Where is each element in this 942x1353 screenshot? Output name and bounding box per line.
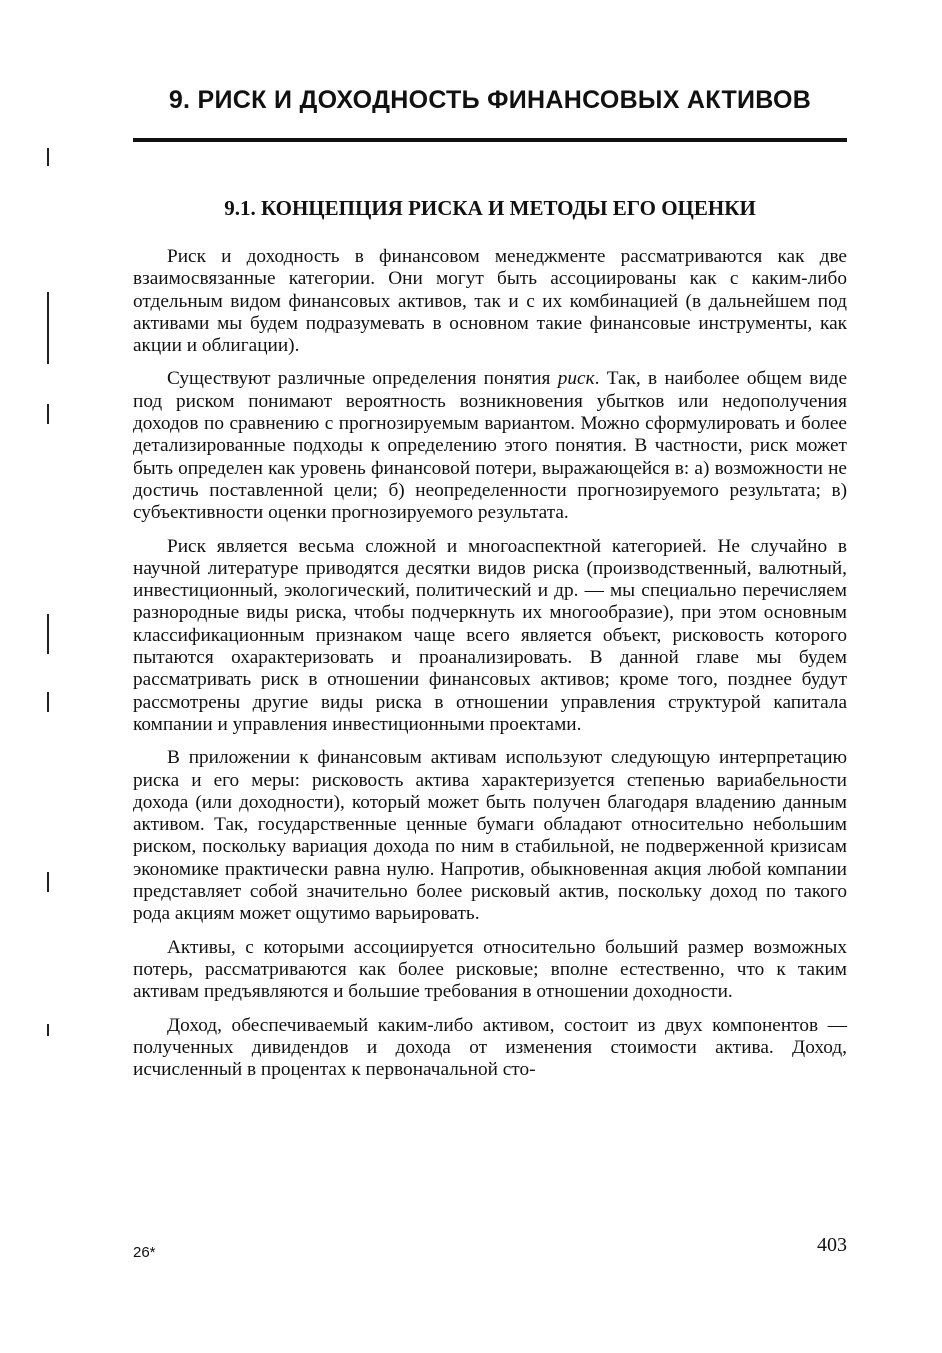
chapter-title: 9. РИСК И ДОХОДНОСТЬ ФИНАНСОВЫХ АКТИВОВ [168, 86, 812, 114]
margin-mark [47, 872, 49, 892]
signature-mark: 26* [133, 1244, 156, 1261]
margin-mark [47, 292, 49, 364]
paragraph-2 [133, 368, 847, 524]
paragraph-3: Риск является весьма сложной и многоаспектной категорией. Не случайно в научной литературе приводятся десятки видов риска (производственный, валютный, инвестиционный, экологический, политический и др. — мы специально перечисляем разнородные виды риска, чтобы подчеркнуть их многообразие), при этом основным классификационным признаком чаще всего является объект, рисковость которого пытаются охарактеризовать и проанализировать. В данной главе мы будем рассматривать риск в отношении финансовых активов; кроме того, позднее будут рассмотрены другие виды риска в отношении управления структурой капитала компании и управления инвестиционными проектами. [133, 535, 847, 735]
margin-mark [47, 1024, 49, 1036]
term-risk: риск [557, 368, 595, 390]
paragraph-2-rest: . Так, в наиболее общем виде под риском понимают вероятность возникновения убытков или недополучения доходов по сравнению с прогнозируемым вариантом. Можно сформулировать и более детализированные подходы к определению этого понятия. В частности, риск может быть определен как уровень финансовой потери, выражающейся в: а) возможности не достичь поставленной цели; б) неопределенности прогнозируемого результата; в) субъективности оценки прогнозируемого результата. [133, 368, 848, 524]
paragraph-1: Риск и доходность в финансовом менеджменте рассматриваются как две взаимосвязанные категории. Они могут быть ассоциированы как с каким-либо отдельным видом финансовых активов, так и с их комбинацией (в дальнейшем под активами мы будем подразумевать в основном такие финансовые инструменты, как акции и облигации). [133, 246, 847, 357]
margin-mark [47, 614, 49, 654]
paragraph-2-start: Существуют различные определения понятия [167, 368, 558, 390]
section-title: 9.1. КОНЦЕПЦИЯ РИСКА И МЕТОДЫ ЕГО ОЦЕНКИ [224, 196, 756, 220]
paragraph-5: Активы, с которыми ассоциируется относительно больший размер возможных потерь, рассматриваются как более рисковые; вполне естественно, что к таким активам предъявляются и большие требования в отношении доходности. [133, 936, 847, 1003]
paragraph-4: В приложении к финансовым активам используют следующую интерпретацию риска и его меры: рисковость актива характеризуется степенью вариабельности дохода (или доходности), который может быть получен благодаря владению данным активом. Так, государственные ценные бумаги обладают относительно небольшим риском, поскольку вариация дохода по ним в стабильной, не подверженной кризисам экономике практически равна нулю. Напротив, обыкновенная акция любой компании представляет собой значительно более рисковый актив, поскольку доход по такого рода акциям может ощутимо варьировать. [133, 747, 847, 925]
margin-mark [47, 148, 49, 166]
body-text [133, 246, 847, 1081]
margin-mark [47, 404, 49, 424]
title-rule [133, 138, 847, 142]
margin-mark [47, 692, 49, 712]
paragraph-6: Доход, обеспечиваемый каким-либо активом, состоит из двух компонентов — полученных дивидендов и дохода от изменения стоимости актива. Доход, исчисленный в процентах к первоначальной сто- [133, 1014, 847, 1081]
page-number: 403 [817, 1234, 847, 1256]
